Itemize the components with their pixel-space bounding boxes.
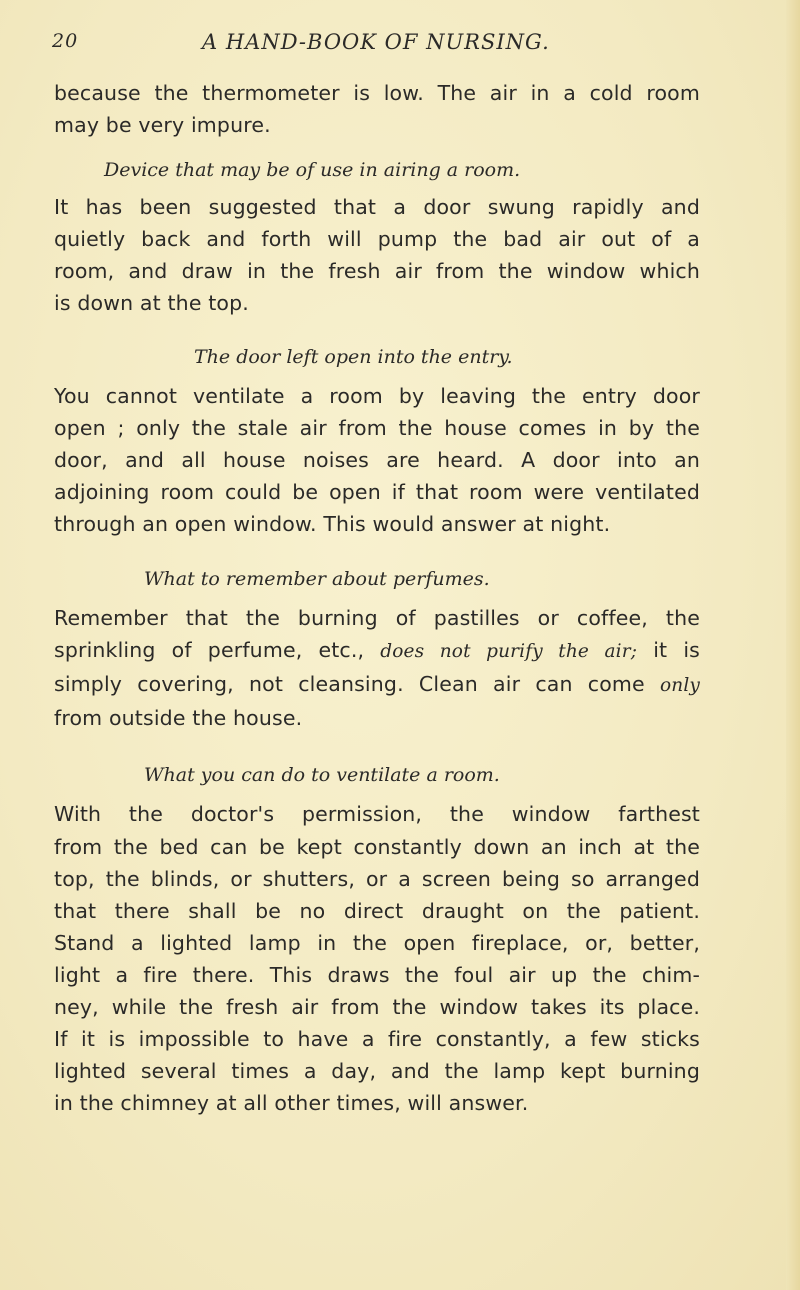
- text-line: quietly back and forth will pump the bad air out of a: [54, 227, 700, 252]
- text-line: may be very impure.: [54, 113, 271, 138]
- intro-paragraph: [54, 77, 700, 141]
- text-line: If it is impossible to have a fire constantly, a few sticks: [54, 1027, 700, 1052]
- text-line: from the bed can be kept constantly down an inch at the: [54, 834, 700, 859]
- section-heading: Device that may be of use in airing a room.: [104, 159, 521, 182]
- text-line: You cannot ventilate a room by leaving the entry door: [54, 383, 700, 408]
- section-paragraph: [54, 191, 700, 319]
- text-run: simply covering, not cleansing. Clean air can come: [54, 672, 660, 697]
- text-line: top, the blinds, or shutters, or a screen being so arranged: [54, 866, 700, 891]
- text-line: ney, while the fresh air from the window takes its place.: [54, 994, 700, 1019]
- text-line: is down at the top.: [54, 291, 249, 316]
- section-heading: What to remember about perfumes.: [144, 568, 490, 591]
- page-header: [52, 30, 702, 60]
- text-line: through an open window. This would answer at night.: [54, 511, 611, 536]
- section-paragraph: [54, 798, 700, 1119]
- section-heading: What you can do to ventilate a room.: [144, 764, 500, 787]
- text-line: Stand a lighted lamp in the open fireplace, or, better,: [54, 930, 700, 955]
- text-line: Remember that the burning of pastilles or coffee, the: [54, 606, 700, 631]
- running-head: A HAND-BOOK OF NURSING.: [202, 30, 550, 54]
- text-line: in the chimney at all other times, will answer.: [54, 1091, 529, 1116]
- text-line: room, and draw in the fresh air from the window which: [54, 259, 700, 284]
- text-line: With the doctor's permission, the window farthest: [54, 802, 700, 827]
- section-paragraph: [54, 602, 700, 734]
- text-line: door, and all house noises are heard. A door into an: [54, 447, 700, 472]
- section-paragraph: [54, 380, 700, 540]
- text-line: adjoining room could be open if that room were ventilated: [54, 479, 700, 504]
- text-line: because the thermometer is low. The air in a cold room: [54, 81, 700, 105]
- text-line: [54, 634, 700, 668]
- text-line: [54, 668, 700, 702]
- text-line: open ; only the stale air from the house comes in by the: [54, 415, 700, 440]
- page-body: [54, 77, 700, 1119]
- text-run: it is: [637, 638, 700, 663]
- text-line: from outside the house.: [54, 706, 303, 731]
- text-line: lighted several times a day, and the lamp kept burning: [54, 1059, 700, 1084]
- page-number: 20: [52, 30, 79, 52]
- text-line: It has been suggested that a door swung rapidly and: [54, 195, 700, 220]
- section-heading: The door left open into the entry.: [194, 345, 513, 368]
- emphasis: only: [659, 675, 700, 697]
- text-line: light a fire there. This draws the foul air up the chim-: [54, 962, 700, 987]
- text-run: sprinkling of perfume, etc.,: [54, 638, 381, 663]
- page-edge: [786, 0, 800, 1290]
- emphasis: does not purify the air;: [380, 641, 638, 663]
- text-line: that there shall be no direct draught on the patient.: [54, 898, 700, 923]
